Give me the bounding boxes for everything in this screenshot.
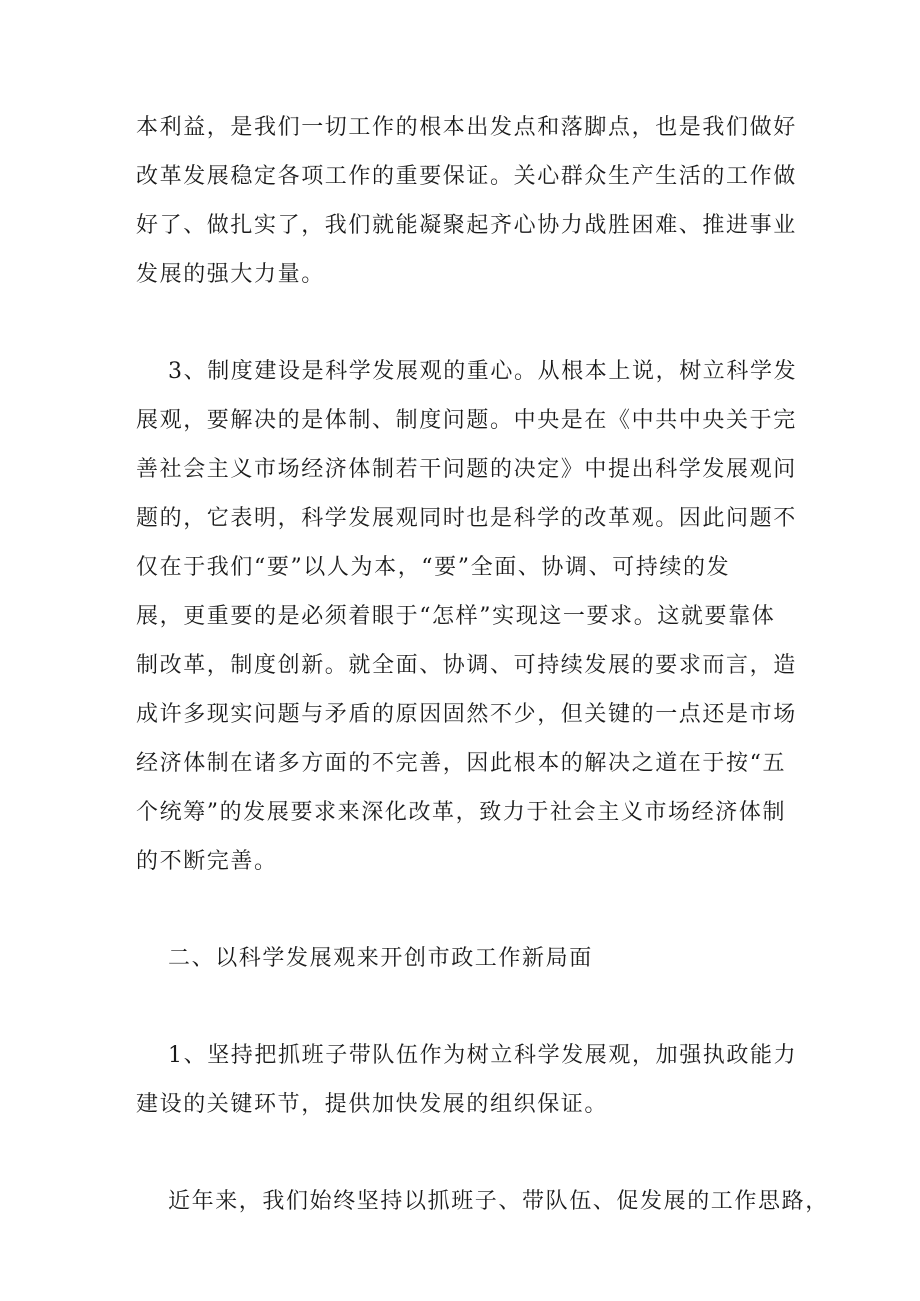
para3-line-1: 1、坚持把抓班子带队伍作为树立科学发展观，加强执政能力 [168,1043,798,1068]
para2-line-6: 展，更重要的是必须着眼于“怎样”实现这一要求。这就要靠体 [136,604,776,629]
para2-line-5: 仅在于我们“要”以人为本，“要”全面、协调、可持续的发 [136,555,731,580]
para2-line-2: 展观，要解决的是体制、制度问题。中央是在《中共中央关于完 [136,408,797,433]
para3-line-2: 建设的关键环节，提供加快发展的组织保证。 [136,1092,609,1117]
para1-line-3: 好了、做扎实了，我们就能凝聚起齐心协力战胜困难、推进事业 [136,213,797,238]
para4-line-1: 近年来，我们始终坚持以抓班子、带队伍、促发展的工作思路， [168,1189,829,1214]
para2-line-10: 个统筹”的发展要求来深化改革，致力于社会主义市场经济体制 [136,800,787,825]
para1-line-2: 改革发展稳定各项工作的重要保证。关心群众生产生活的工作做 [136,164,797,189]
para1-line-4: 发展的强大力量。 [136,262,325,287]
para1-line-1: 本利益，是我们一切工作的根本出发点和落脚点，也是我们做好 [136,115,797,140]
para2-line-11: 的不断完善。 [136,849,278,874]
para2-line-9: 经济体制在诸多方面的不完善，因此根本的解决之道在于按“五 [136,751,787,776]
para2-line-7: 制改革，制度创新。就全面、协调、可持续发展的要求而言，造 [136,653,797,678]
para2-line-3: 善社会主义市场经济体制若干问题的决定》中提出科学发展观问 [136,457,797,482]
para2-line-8: 成许多现实问题与矛盾的原因固然不少，但关键的一点还是市场 [136,702,797,727]
para2-line-1: 3、制度建设是科学发展观的重心。从根本上说，树立科学发 [168,359,798,384]
para2-line-4: 题的，它表明，科学发展观同时也是科学的改革观。因此问题不 [136,506,797,531]
section-heading: 二、以科学发展观来开创市政工作新局面 [168,946,593,971]
